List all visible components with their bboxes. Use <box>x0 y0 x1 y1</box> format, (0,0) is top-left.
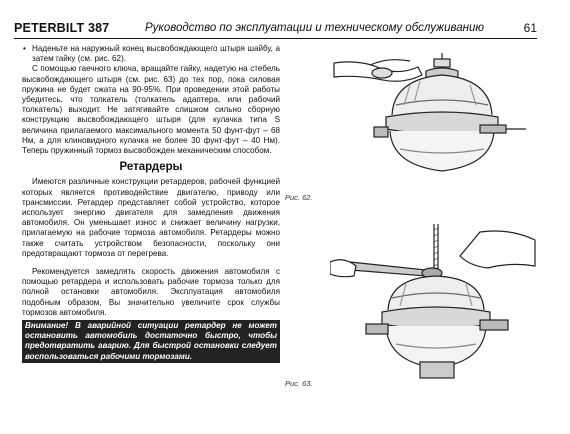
figure-63-caption: Рис. 63. <box>285 379 313 388</box>
paragraph-retarders-intro: Имеются различные конструкции ретардеров, рабочей функцией которых является противодействие двигателю, приводу или трансмиссии. Ретардер представляет собой устройство, которое использует энергию двигателя для замедления движения автомобиля. Он уменьшает износ и снижает величину нагрузки, прилагаемую на рабочие тормоза автомобиля. Ретардеры можно также считать устройством безопасности, поскольку они предотвращают тормоза от перегрева. <box>22 177 280 258</box>
warning-box: Внимание! В аварийной ситуации ретардер не может остановить автомобиль достаточно быстро, чтобы предотвратить аварию. Для быстрой остановки следует воспользоваться рабочими тормозами. <box>22 320 280 363</box>
page-number: 61 <box>523 21 537 35</box>
figure-62 <box>330 45 530 195</box>
brake-chamber-wrench-illustration <box>330 222 540 382</box>
bullet-text: Наденьте на наружный конец высвобождающего штыря шайбу, а затем гайку (см. рис. 62). <box>32 44 280 64</box>
page-header <box>14 20 537 39</box>
brake-chamber-illustration <box>330 45 530 195</box>
manual-subtitle: Руководство по эксплуатации и техническому обслуживанию <box>145 22 484 34</box>
figure-63 <box>330 222 540 382</box>
figure-62-caption: Рис. 62. <box>285 193 313 202</box>
section-heading: Ретардеры <box>119 161 183 174</box>
bullet-icon: • <box>23 44 26 53</box>
brand-title: PETERBILT 387 <box>14 21 110 35</box>
instruction-bullet <box>22 44 280 64</box>
text-column <box>22 44 280 363</box>
paragraph-retarders-usage: Рекомендуется замедлять скорость движения автомобиля с помощью ретардера и использовать рабочие тормоза только для полной остановки автомобиля. Эксплуатация автомобиля подобным образом, Вы значительно увеличите срок службы тормозов автомобиля. <box>22 267 280 317</box>
paragraph-release-pin: С помощью гаечного ключа, вращайте гайку, надетую на стебель высвобождающего штыря (см. рис. 63) до тех пор, пока силовая пружина не будет сжата на 90-95%. При проведении этой работы убедитесь, что толкатель (толкатель адаптера, или рабочий толкатель) выходит. Не затягивайте слишком сильно сборную конструкцию высвобождающего штыря (для кулачка типа S величина прилагаемого максимального момента 50 фунт-фут – 68 Нм, а для клиновидного кулачка не более 30 фунт-фут – 40 Нм). Теперь пружинный тормоз высвобожден механическим способом. <box>22 64 280 156</box>
